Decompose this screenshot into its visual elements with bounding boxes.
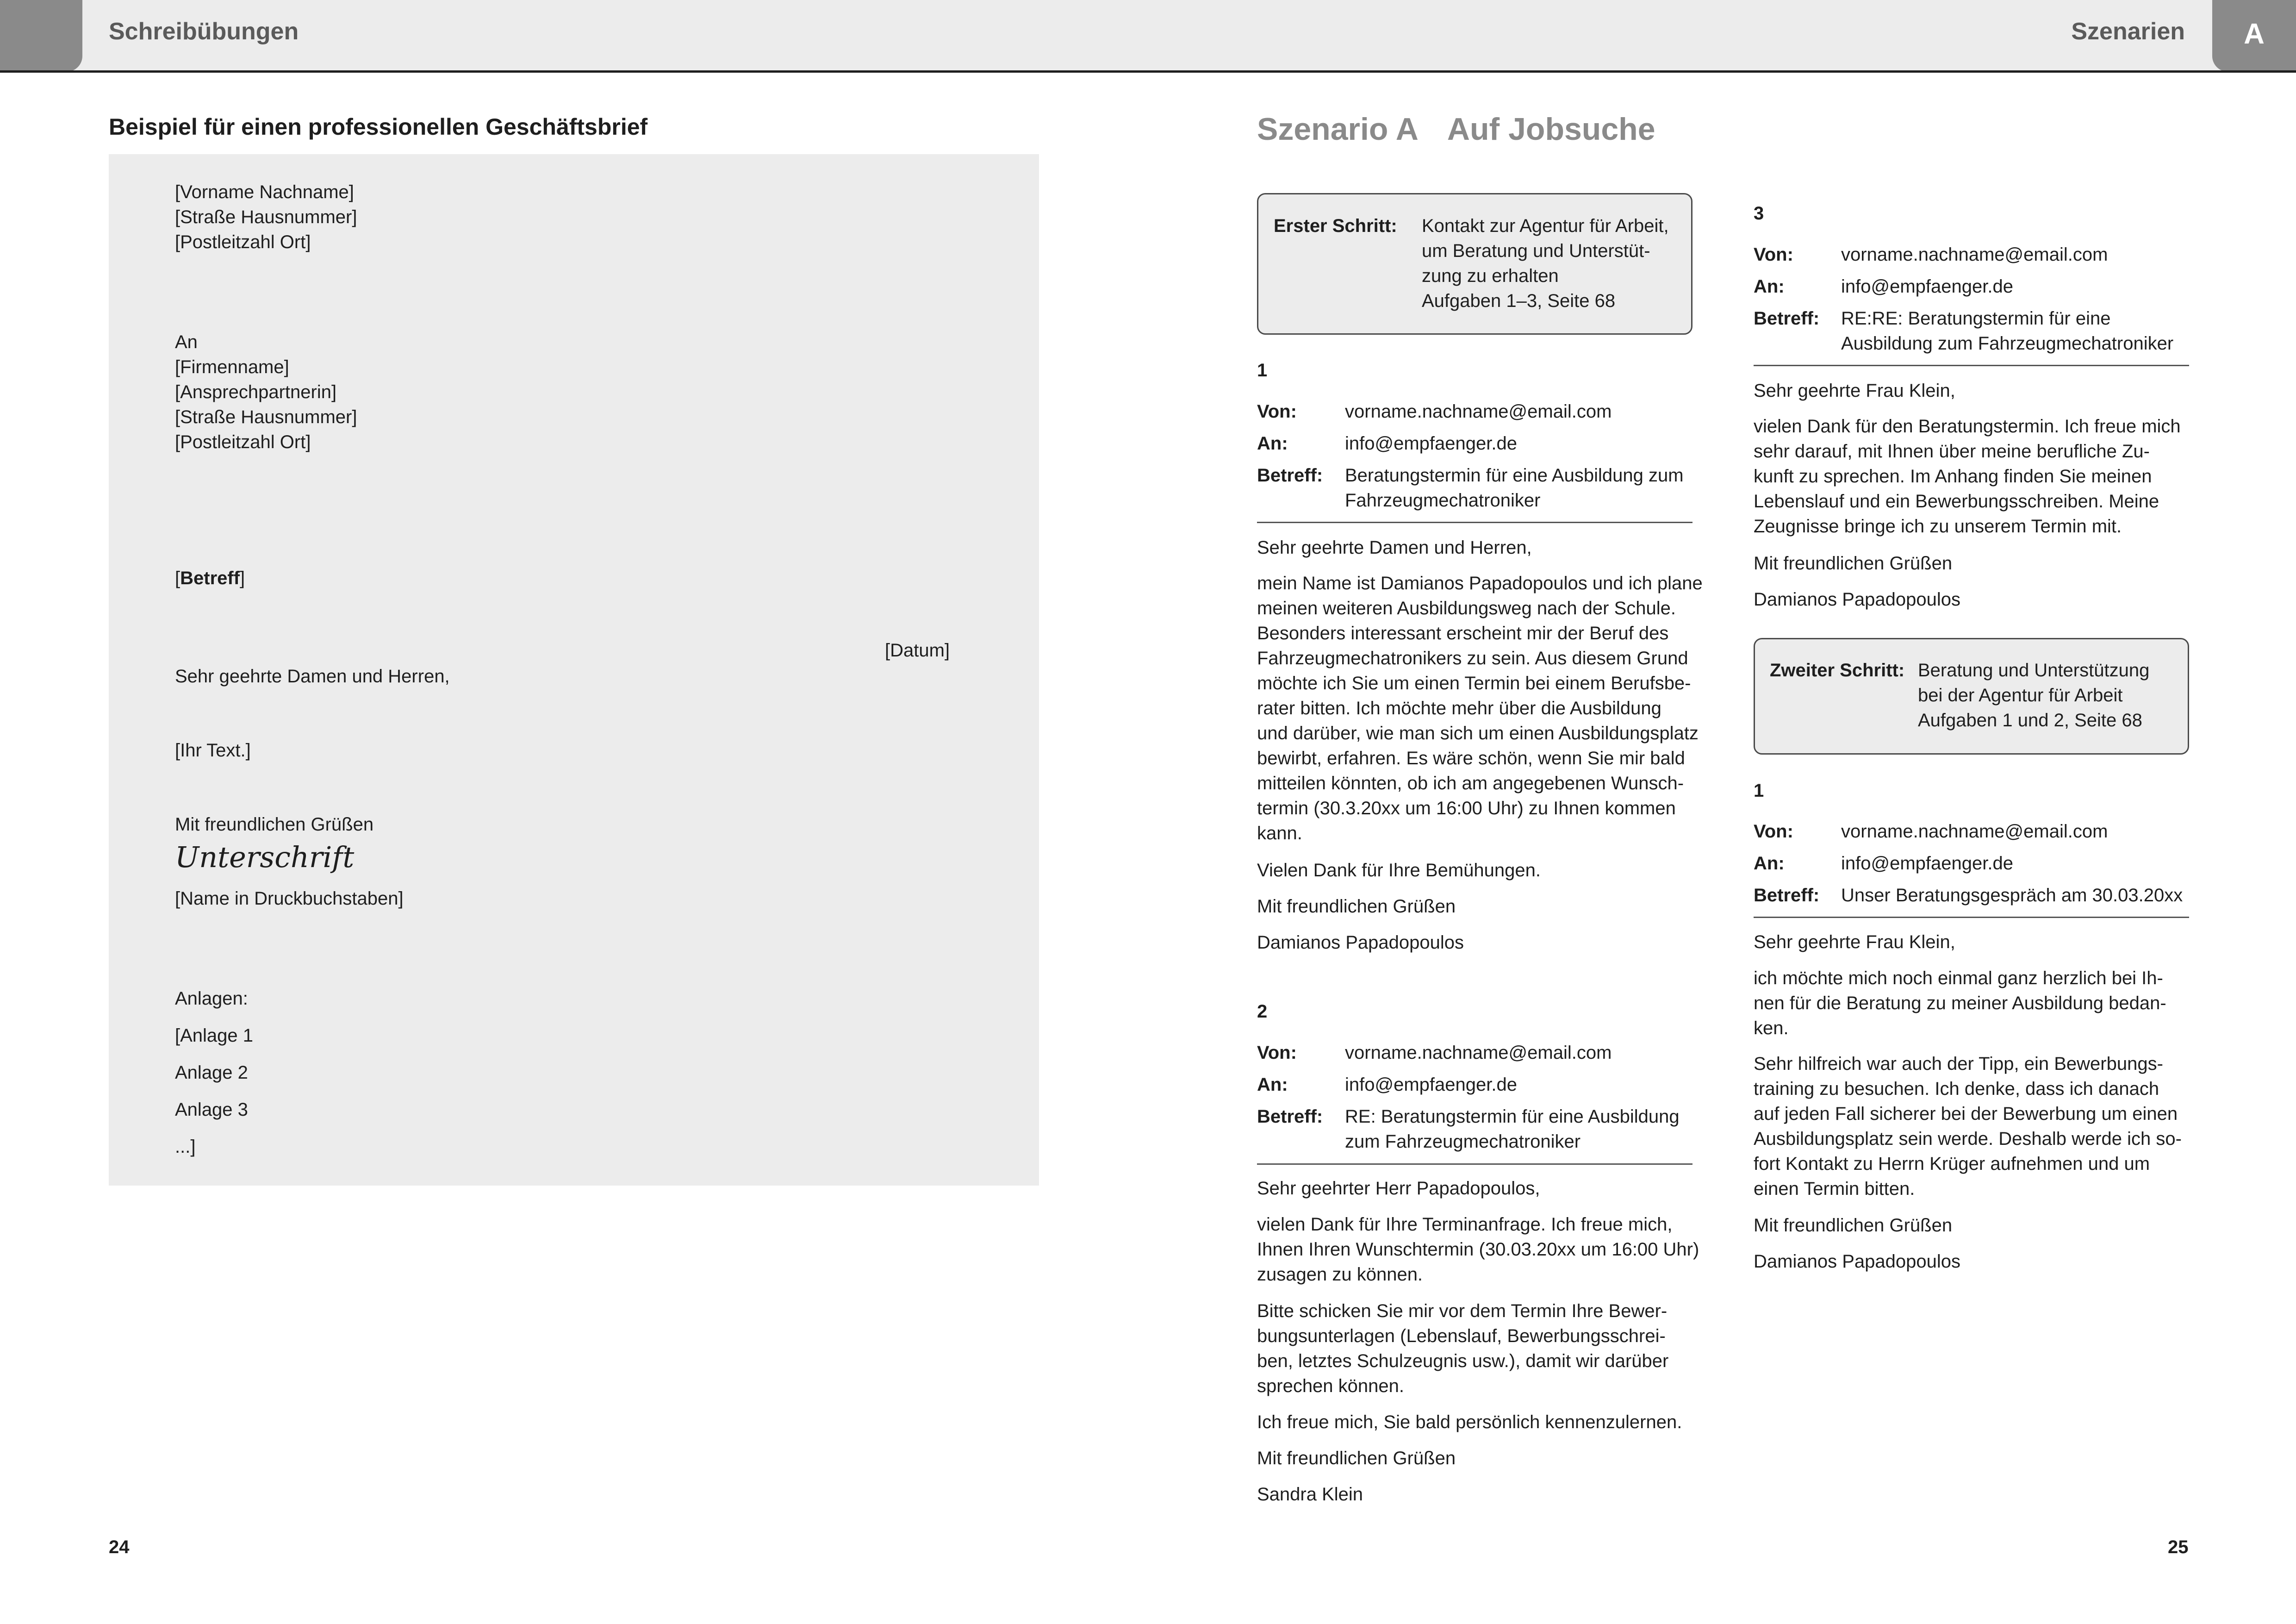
recipient-line: [Postleitzahl Ort] [175,432,311,452]
email-paragraph: Sehr hilfreich war auch der Tipp, ein Bewerbungs- training zu besuchen. Ich denke, dass ich danach auf jeden Fall sicherer bei der Bewerbung um einen Ausbildungsplatz sein werde. Deshalb werde ich so- fort Kontakt zu Herrn Krüger aufnehmen und um einen Termin bitten. [1754,1054,2182,1199]
sender-line: [Straße Hausnummer] [175,207,357,227]
to-address: info@empfaenger.de [1841,276,2013,297]
running-head-left: Schreibübungen [109,18,299,45]
to-address: info@empfaenger.de [1841,853,2013,874]
email-salutation: Sehr geehrte Damen und Herren, [1257,537,1532,558]
left-header-tab [0,0,82,72]
step-text: Beratung und Unterstützung [1918,660,2150,681]
email-signature: Sandra Klein [1257,1484,1363,1505]
subject-text: Fahrzeugmechatroniker [1345,490,1541,511]
email-number: 3 [1754,203,1764,224]
step-text: Aufgaben 1–3, Seite 68 [1422,291,1616,311]
from-address: vorname.nachname@email.com [1841,244,2108,265]
step-text: zung zu erhalten [1422,266,1559,286]
from-label: Von: [1257,1043,1297,1063]
recipient-line: [Straße Hausnummer] [175,407,357,427]
from-address: vorname.nachname@email.com [1345,1043,1612,1063]
step-text: um Beratung und Unterstüt- [1422,241,1650,261]
attachment-item: [Anlage 1 [175,1025,254,1046]
sender-line: [Vorname Nachname] [175,182,354,202]
recipient-line: [Firmenname] [175,357,289,377]
section-title: Beispiel für einen professionellen Geschäftsbrief [109,114,648,140]
step-text: Kontakt zur Agentur für Arbeit, [1422,216,1669,236]
from-label: Von: [1257,401,1297,422]
email-number: 2 [1257,1001,1268,1022]
subject-text: Unser Beratungsgespräch am 30.03.20xx [1841,885,2183,906]
email-signature: Damianos Papadopoulos [1257,932,1464,953]
email-divider [1754,365,2189,366]
email-paragraph: ich möchte mich noch einmal ganz herzlich bei Ih- nen für die Beratung zu meiner Ausbildung bedan- ken. [1754,968,2166,1038]
email-divider [1754,917,2189,918]
step-text: bei der Agentur für Arbeit [1918,685,2123,706]
header-rule [0,70,2296,73]
to-label: An: [1257,433,1288,454]
email-signature: Damianos Papadopoulos [1754,589,1960,610]
page-header [0,0,2296,72]
subject-placeholder: [Betreff] [175,568,245,588]
from-label: Von: [1754,244,1793,265]
email-number: 1 [1257,360,1268,381]
attachment-item: Anlage 3 [175,1099,248,1120]
from-address: vorname.nachname@email.com [1841,821,2108,842]
scenario-title: Szenario A Auf Jobsuche [1257,112,1655,147]
email-divider [1257,522,1692,523]
to-label: An: [1754,853,1785,874]
email-salutation: Sehr geehrte Frau Klein, [1754,932,1955,952]
subject-label: Betreff: [1257,1106,1323,1127]
email-paragraph: mein Name ist Damianos Papadopoulos und ich plane meinen weiteren Ausbildungsweg nach der Schule. Besonders interessant erscheint mir der Beruf des Fahrzeugmechatronikers zu sein. Aus diesem Grund möchte ich Sie um einen Termin bei einem Berufsbe- rater bitten. Ich möchte mehr über die Ausbildung und darüber, wie man sich um einen Ausbildungsplatz bewirbt, erfahren. Es wäre schön, wenn Sie mir bald mitteilen könnten, ob ich am angegebenen Wunsch- termin (30.3.20xx um 16:00 Uhr) zu Ihnen kommen kann. [1257,573,1703,843]
to-address: info@empfaenger.de [1345,1074,1517,1095]
date-placeholder: [Datum] [885,640,950,661]
page-number-left: 24 [109,1537,130,1557]
recipient-line: An [175,332,198,352]
recipient-line: [Ansprechpartnerin] [175,382,337,402]
subject-text: Ausbildung zum Fahrzeugmechatroniker [1841,333,2174,354]
email-closing: Mit freundlichen Grüßen [1754,1215,1953,1236]
attachments-label: Anlagen: [175,988,248,1009]
email-divider [1257,1163,1692,1165]
from-label: Von: [1754,821,1793,842]
to-address: info@empfaenger.de [1345,433,1517,454]
email-paragraph: Vielen Dank für Ihre Bemühungen. [1257,860,1541,881]
attachment-item: ...] [175,1137,196,1157]
subject-text: RE:RE: Beratungstermin für eine [1841,308,2111,329]
sender-line: [Postleitzahl Ort] [175,232,311,252]
to-label: An: [1754,276,1785,297]
email-number: 1 [1754,781,1764,801]
email-paragraph: Ich freue mich, Sie bald persönlich kennenzulernen. [1257,1412,1682,1432]
subject-label: Betreff: [1754,308,1820,329]
page-number-right: 25 [2168,1537,2189,1557]
email-signature: Damianos Papadopoulos [1754,1251,1960,1272]
email-salutation: Sehr geehrter Herr Papadopoulos, [1257,1178,1540,1199]
running-head-right: Szenarien [2071,18,2185,45]
letter-closing: Mit freundlichen Grüßen [175,814,374,835]
attachment-item: Anlage 2 [175,1062,248,1083]
email-closing: Mit freundlichen Grüßen [1754,553,1953,574]
email-salutation: Sehr geehrte Frau Klein, [1754,381,1955,401]
step-label: Zweiter Schritt: [1770,660,1905,681]
signature: Unterschrift [175,840,355,874]
letter-salutation: Sehr geehrte Damen und Herren, [175,666,450,687]
email-closing: Mit freundlichen Grüßen [1257,896,1456,917]
step-label: Erster Schritt: [1274,216,1397,236]
step-text: Aufgaben 1 und 2, Seite 68 [1918,710,2142,731]
letter-body-placeholder: [Ihr Text.] [175,740,251,761]
to-label: An: [1257,1074,1288,1095]
printed-name: [Name in Druckbuchstaben] [175,888,404,909]
email-paragraph: vielen Dank für den Beratungstermin. Ich freue mich sehr darauf, mit Ihnen über meine berufliche Zu- kunft zu sprechen. Im Anhang finden Sie meinen Lebenslauf und ein Bewerbungsschreiben. Meine Zeugnisse bringe ich zu unserem Termin mit. [1754,416,2181,537]
email-paragraph: vielen Dank für Ihre Terminanfrage. Ich freue mich, Ihnen Ihren Wunschtermin (30.03.20xx um 16:00 Uhr) zusagen zu können. [1257,1214,1699,1285]
email-paragraph: Bitte schicken Sie mir vor dem Termin Ihre Bewer- bungsunterlagen (Lebenslauf, Bewerbungsschrei- ben, letztes Schulzeugnis usw.), damit wir darüber sprechen können. [1257,1301,1669,1396]
subject-label: Betreff: [1257,465,1323,486]
subject-text: Beratungstermin für eine Ausbildung zum [1345,465,1684,486]
email-closing: Mit freundlichen Grüßen [1257,1448,1456,1468]
subject-text: RE: Beratungstermin für eine Ausbildung [1345,1106,1680,1127]
subject-text: zum Fahrzeugmechatroniker [1345,1131,1581,1152]
from-address: vorname.nachname@email.com [1345,401,1612,422]
chapter-letter: A [2244,18,2265,50]
subject-label: Betreff: [1754,885,1820,906]
